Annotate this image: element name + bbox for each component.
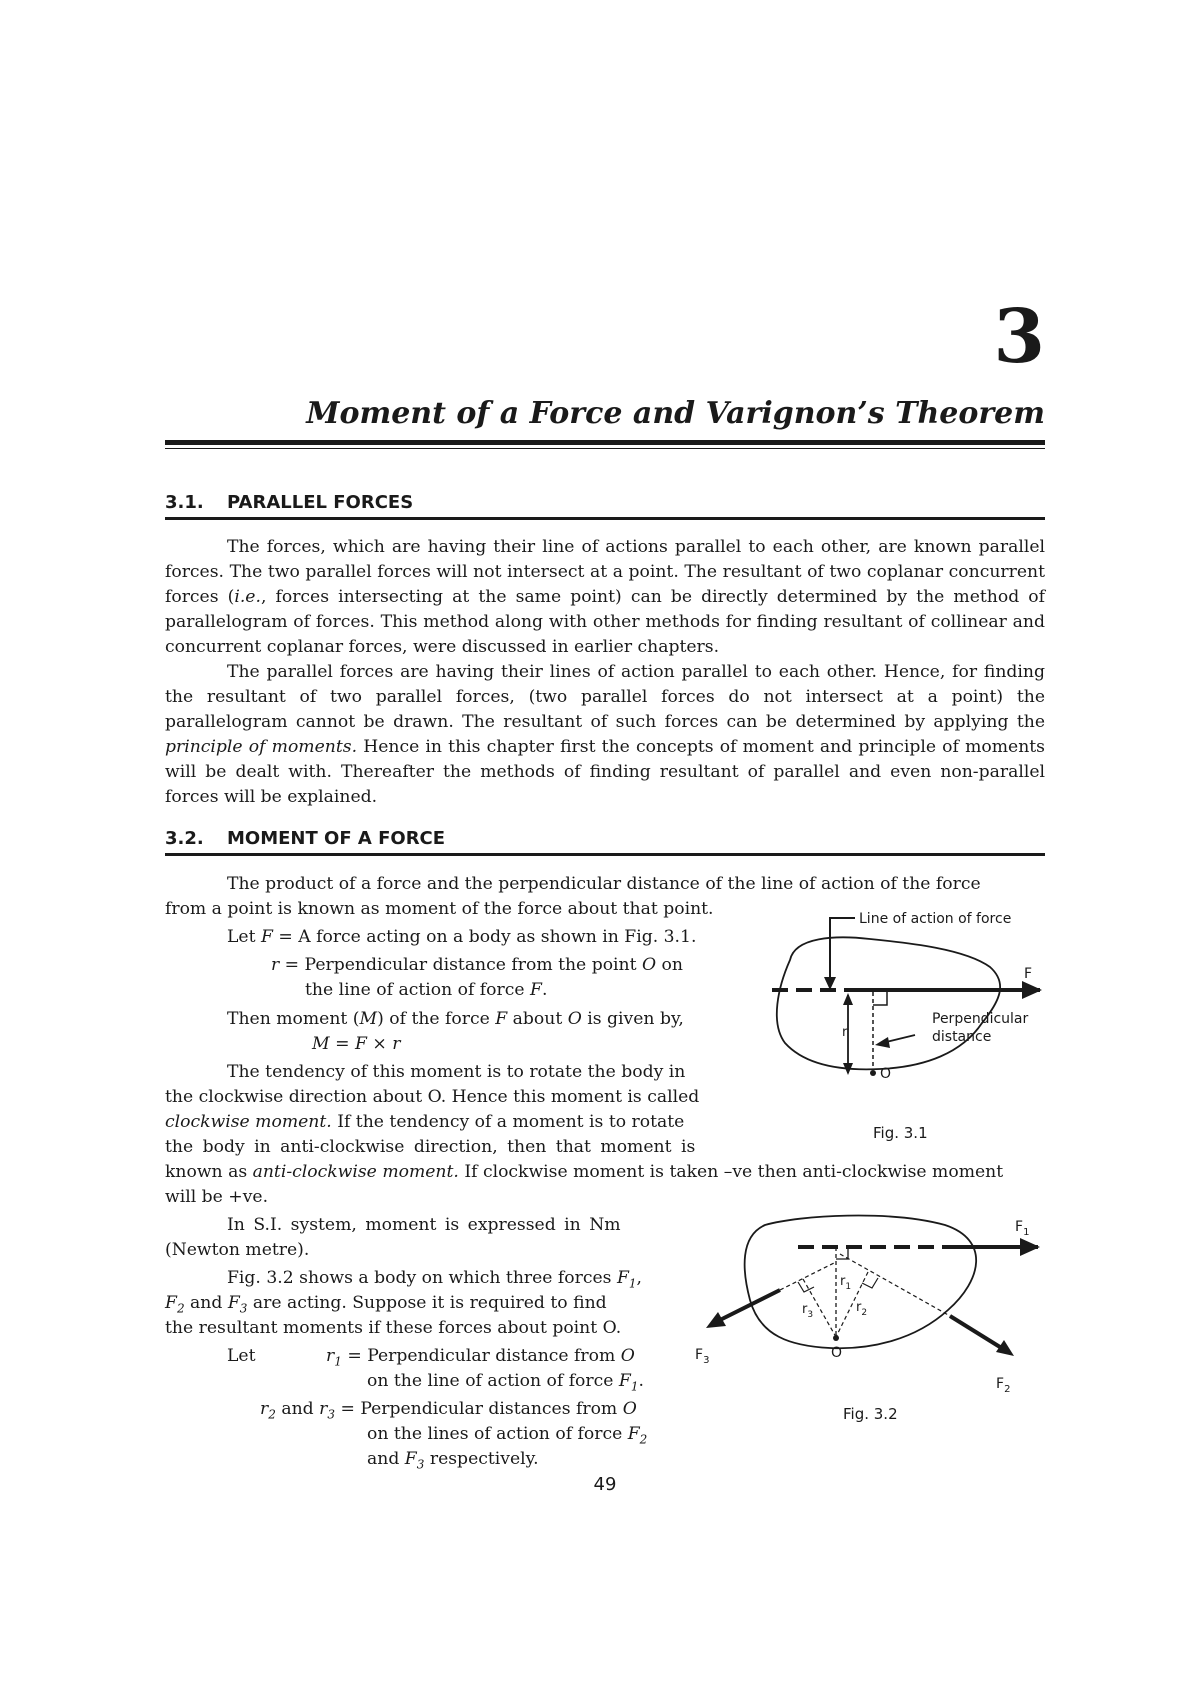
figure-3-2 bbox=[690, 1200, 1060, 1435]
known-as-line: known as anti-clockwise moment. If clockwise moment is taken –ve then anti-clockwise moment bbox=[165, 1162, 1004, 1182]
chapter-number: 3 bbox=[993, 294, 1045, 380]
r-arrow-top bbox=[843, 993, 853, 1005]
f3-label: $F_3$ bbox=[695, 1347, 710, 1366]
si-line1: In S.I. system, moment is expressed in Nm bbox=[227, 1215, 621, 1235]
line-of-action-label: Line of action of force bbox=[859, 911, 1012, 927]
def-r1-line2: on the line of action of force $F_1$. bbox=[367, 1371, 644, 1394]
section-title: PARALLEL FORCES bbox=[227, 492, 414, 513]
force-f-label: F bbox=[1024, 966, 1033, 982]
f1-arrow-head bbox=[1020, 1238, 1040, 1256]
point-o-label: O bbox=[831, 1345, 843, 1361]
clockwise-line: clockwise moment. If the tendency of a moment is to rotate bbox=[165, 1112, 685, 1132]
r3-label: $r_3$ bbox=[802, 1302, 814, 1320]
point-o-dot bbox=[870, 1070, 876, 1076]
right-angle-mark bbox=[873, 992, 887, 1005]
title-rule-thick bbox=[165, 440, 1045, 445]
f2-arrow-shaft bbox=[950, 1316, 1008, 1352]
fig32-text-line1: Fig. 3.2 shows a body on which three forces $F_1$, bbox=[227, 1268, 643, 1291]
def-let: Let bbox=[227, 1346, 256, 1366]
chapter-title: Moment of a Force and Varignon’s Theorem bbox=[306, 396, 1045, 431]
paragraph-parallel-2: The parallel forces are having their lines of action parallel to each other. Hence, for finding the resultant of two parallel forces, (two parallel forces do not intersect at a point) the parallelogram cannot be drawn. The resultant of such forces can be determined by applying the principle of moments. Hence in this chapter first the concepts of moment and principle of moments will be dealt with. Thereafter the methods of finding resultant of parallel and even non-parallel forces will be explained. bbox=[165, 662, 1045, 807]
def-r1: $r_1$ = Perpendicular distance from O bbox=[326, 1346, 635, 1369]
point-o-dot bbox=[833, 1335, 839, 1341]
plus-ve-line: will be +ve. bbox=[165, 1187, 269, 1207]
r1-label: $r_1$ bbox=[840, 1274, 852, 1292]
tendency-line1: The tendency of this moment is to rotate the body in bbox=[227, 1062, 686, 1082]
perp-distance-label-1: Perpendicular bbox=[932, 1011, 1029, 1027]
r2-label: $r_2$ bbox=[856, 1300, 868, 1318]
line-of-action-leader bbox=[830, 918, 855, 983]
anticlockwise-line: the body in anti-clockwise direction, then that moment is bbox=[165, 1137, 696, 1157]
moment-intro-line1: The product of a force and the perpendicular distance of the line of action of the force bbox=[227, 874, 981, 894]
section-title: MOMENT OF A FORCE bbox=[227, 828, 446, 849]
f1-label: $F_1$ bbox=[1015, 1219, 1030, 1238]
section-number: 3.2. bbox=[165, 828, 204, 849]
fig32-text-line3: the resultant moments if these forces about point O. bbox=[165, 1318, 622, 1338]
let-r-line2: the line of action of force F. bbox=[305, 980, 548, 1000]
body-outline bbox=[745, 1216, 977, 1349]
f3-dashed-extension bbox=[780, 1262, 836, 1290]
point-o-label: O bbox=[880, 1066, 892, 1082]
let-r-line: r = Perpendicular distance from the point O on bbox=[271, 955, 683, 975]
section-heading-3-1 bbox=[165, 492, 1045, 520]
section-heading-3-2 bbox=[165, 828, 1045, 856]
figure-3-1 bbox=[760, 905, 1060, 1145]
tendency-line2: the clockwise direction about O. Hence this moment is called bbox=[165, 1087, 700, 1107]
f2-arrow-head bbox=[996, 1340, 1014, 1356]
fig32-text-line2: $F_2$ and $F_3$ are acting. Suppose it is required to find bbox=[165, 1293, 607, 1316]
paragraph-parallel-1: The forces, which are having their line of actions parallel to each other, are known parallel forces. The two parallel forces will not intersect at a point. The resultant of two coplanar concurrent forces (i.e., forces intersecting at the same point) can be directly determined by the method of parallelogram of forces. This method along with other methods for finding resultant of collinear and concurrent coplanar forces, were discussed in earlier chapters. bbox=[165, 537, 1045, 657]
f2-label: $F_2$ bbox=[996, 1376, 1011, 1395]
def-r23-line2: on the lines of action of force $F_2$ bbox=[367, 1424, 648, 1447]
moment-intro-line2: from a point is known as moment of the force about that point. bbox=[165, 899, 714, 919]
r3-dashed bbox=[803, 1279, 836, 1337]
perp-distance-arrow-head bbox=[875, 1037, 890, 1048]
def-r23: $r_2$ and $r_3$ = Perpendicular distances from O bbox=[260, 1399, 637, 1422]
body-outline bbox=[777, 937, 1000, 1069]
f3-arrow-shaft bbox=[712, 1290, 780, 1324]
page-number: 49 bbox=[593, 1474, 617, 1495]
r-label: r bbox=[842, 1025, 848, 1040]
si-line2: (Newton metre). bbox=[165, 1240, 310, 1260]
force-f-arrow-head bbox=[1022, 981, 1042, 999]
moment-equation: M = F × r bbox=[312, 1034, 401, 1054]
let-f-line: Let F = A force acting on a body as shown in Fig. 3.1. bbox=[227, 927, 697, 947]
then-moment-line: Then moment (M) of the force F about O is given by, bbox=[227, 1009, 684, 1029]
fig-3-1-caption: Fig. 3.1 bbox=[873, 1124, 928, 1142]
fig-3-2-caption: Fig. 3.2 bbox=[843, 1405, 898, 1423]
section-number: 3.1. bbox=[165, 492, 204, 513]
def-r23-line3: and $F_3$ respectively. bbox=[367, 1449, 539, 1472]
perp-distance-label-2: distance bbox=[932, 1029, 992, 1045]
right-angle-f3 bbox=[798, 1282, 814, 1292]
title-rule-thin bbox=[165, 448, 1045, 449]
